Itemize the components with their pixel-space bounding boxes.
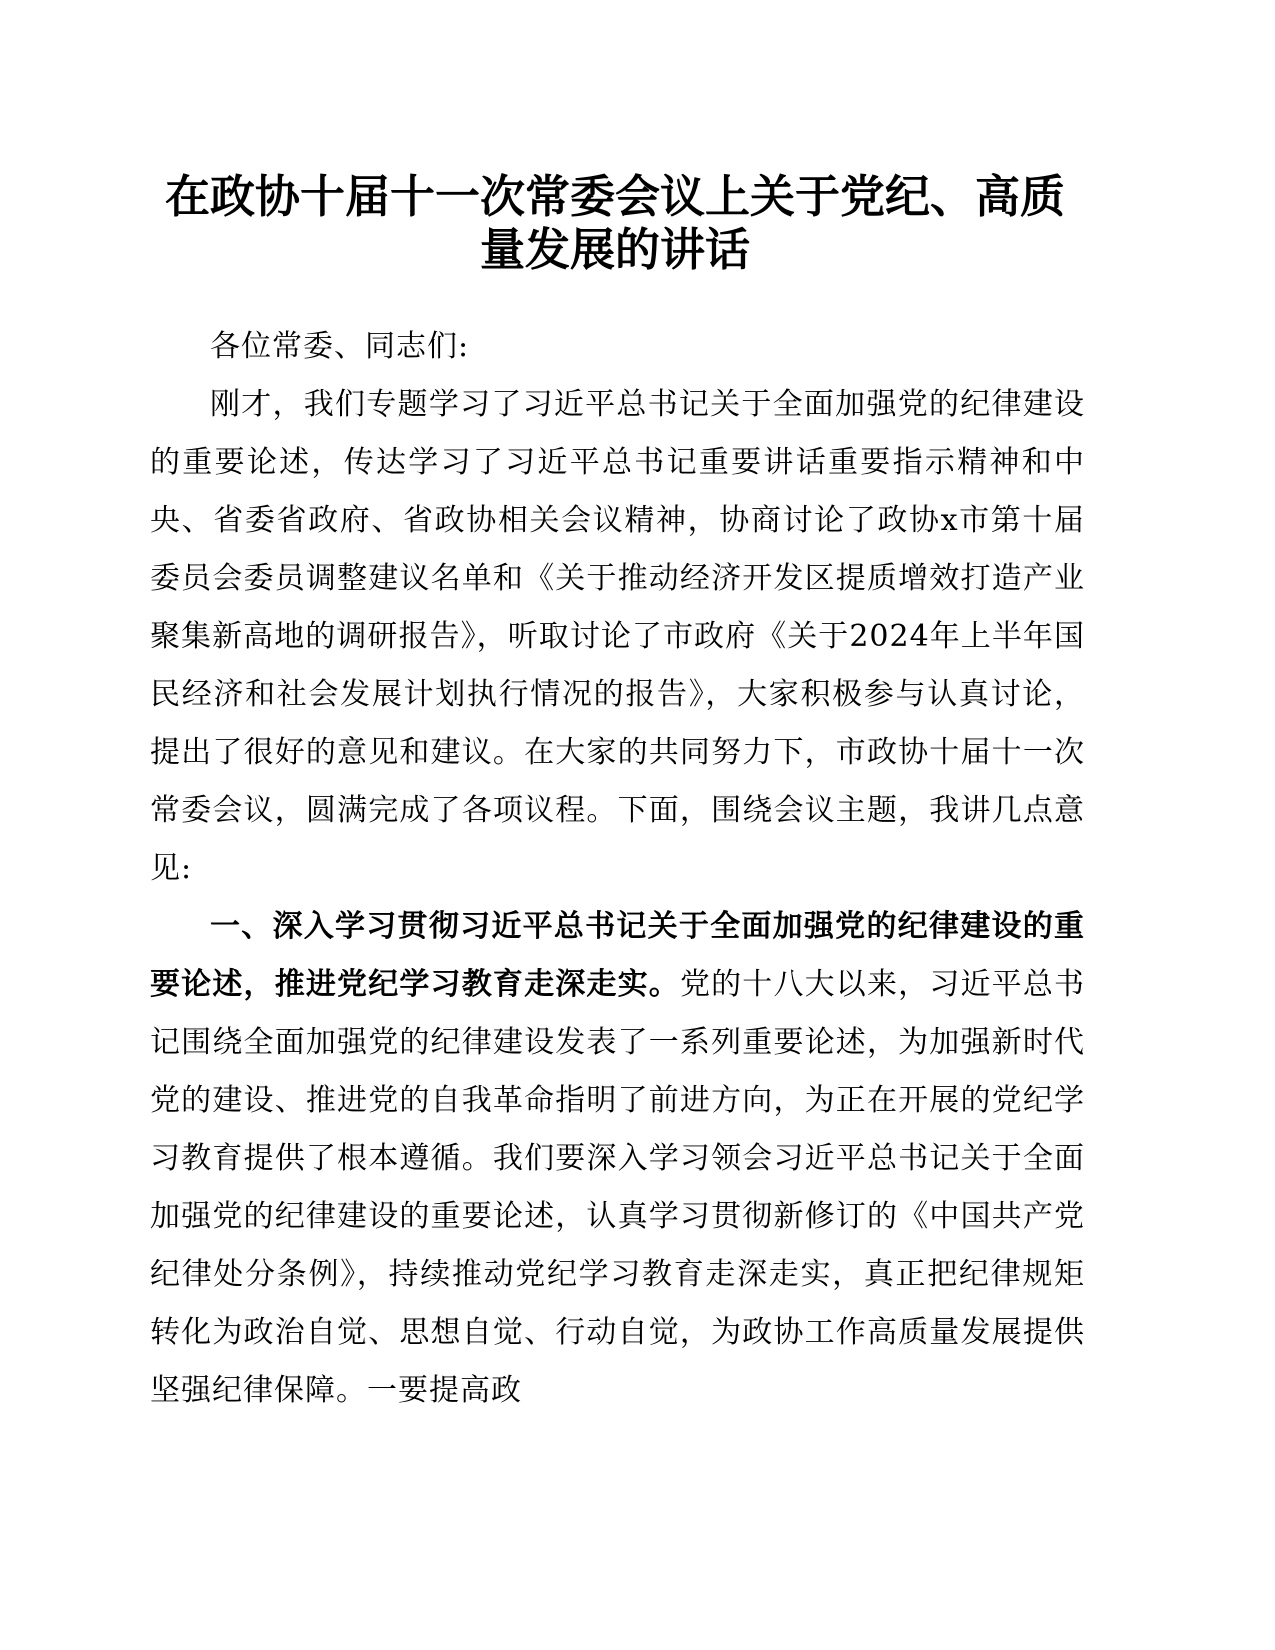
document-title: 在政协十届十一次常委会议上关于党纪、高质量发展的讲话 bbox=[164, 170, 1065, 276]
section-1-paragraph bbox=[150, 898, 1085, 1420]
document-body bbox=[150, 318, 1085, 1420]
greeting: 各位常委、同志们: bbox=[210, 329, 470, 364]
section-1-text: 党的十八大以来，习近平总书记围绕全面加强党的纪律建设发表了一系列重要论述，为加强新时代党的建设、推进党的自我革命指明了前进方向，为正在开展的党纪学习教育提供了根本遵循。我们要深入学习领会习近平总书记关于全面加强党的纪律建设的重要论述，认真学习贯彻新修订的《中国共产党纪律处分条例》，持续推动党纪学习教育走深走实，真正把纪律规矩转化为政治自觉、思想自觉、行动自觉，为政协工作高质量发展提供坚强纪律保障。一要提高政 bbox=[150, 967, 1086, 1408]
paragraph-intro: 刚才，我们专题学习了习近平总书记关于全面加强党的纪律建设的重要论述，传达学习了习近平总书记重要讲话重要指示精神和中央、省委省政府、省政协相关会议精神，协商讨论了政协x市第十届委员会委员调整建议名单和《关于推动经济开发区提质增效打造产业聚集新高地的调研报告》，听取讨论了市政府《关于2024年上半年国民经济和社会发展计划执行情况的报告》，大家积极参与认真讨论，提出了很好的意见和建议。在大家的共同努力下，市政协十届十一次常委会议，圆满完成了各项议程。下面，围绕会议主题，我讲几点意见: bbox=[150, 387, 1085, 886]
section-1-heading: 一、深入学习贯彻习近平总书记关于全面加强党的纪律建设的重要论述，推进党纪学习教育走深走实。 bbox=[150, 909, 1085, 1002]
